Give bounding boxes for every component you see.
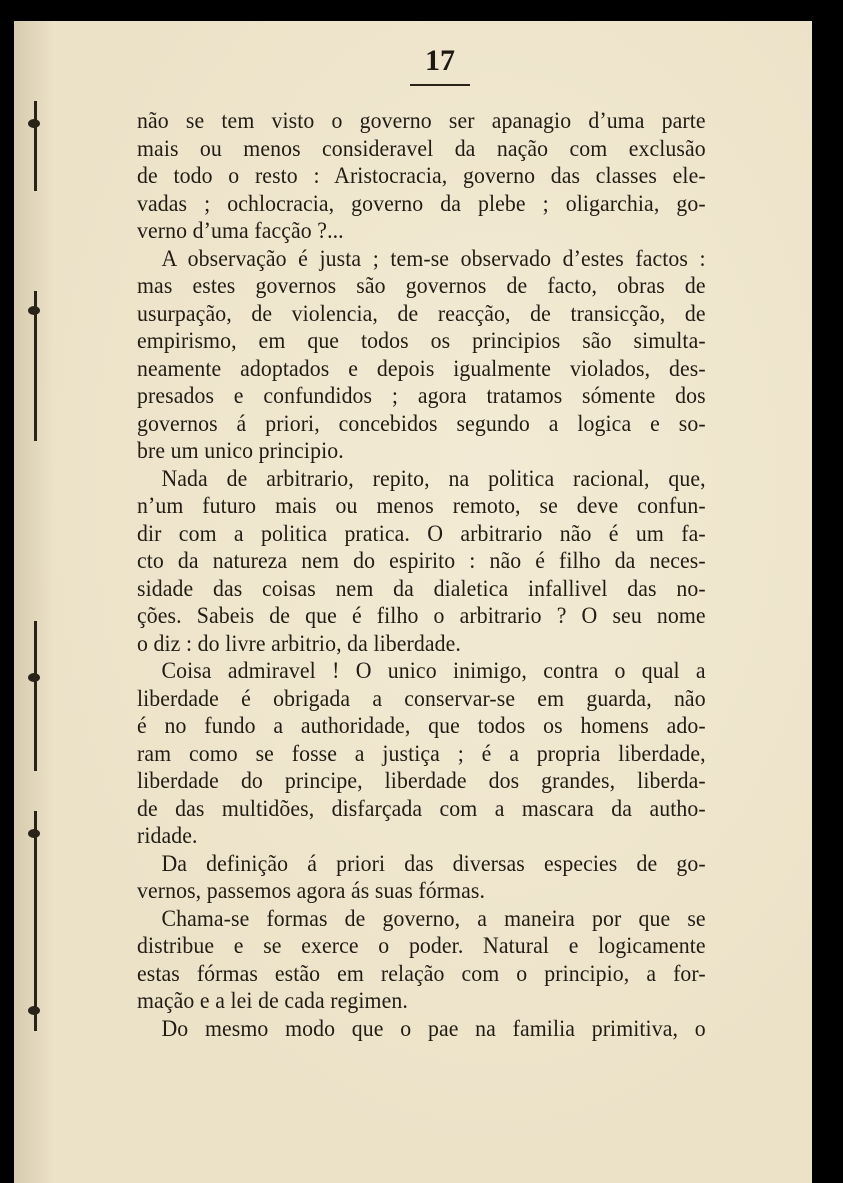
text-line: cto da natureza nem do espirito : não é filho da neces- [137,548,706,574]
text-line: neamente adoptados e depois igualmente violados, des- [137,355,706,382]
text-line: mais ou menos consideravel da nação com exclusão [137,135,706,162]
text-line: vadas ; ochlocracia, governo da plebe ; oligarchia, go- [137,190,706,217]
text-line: n’um futuro mais ou menos remoto, se deve confun- [137,493,706,519]
paragraph-start-line: Chama-se formas de governo, a maneira por que se [161,905,706,932]
page-number-rule [410,84,470,86]
body-text [137,108,706,1043]
text-line: distribue e se exerce o poder. Natural e logicamente [137,933,706,959]
text-line: empirismo, em que todos os principios são simulta- [137,328,706,354]
paragraph-start-line: Da definição á priori das diversas especies de go- [161,850,706,877]
binding-knot [28,119,40,128]
text-line: bre um unico principio. [137,438,344,464]
paragraph-start-line: Do mesmo modo que o pae na familia primitiva, o [161,1015,706,1042]
paragraph-start-line: Nada de arbitrario, repito, na politica racional, que, [161,465,706,492]
text-line: não se tem visto o governo ser apanagio d’uma parte [137,108,706,134]
text-line: liberdade é obrigada a conservar-se em guarda, não [137,685,706,712]
text-line: o diz : do livre arbitrio, da liberdade. [137,630,461,657]
text-line: é no fundo a authoridade, que todos os homens ado- [137,713,706,739]
scan-border [812,21,843,1183]
binding-thread [34,101,37,191]
text-line: ções. Sabeis de que é filho o arbitrario ? O seu nome [137,603,706,629]
text-line: vernos, passemos agora ás suas fórmas. [137,878,485,904]
binding-thread [34,621,37,771]
text-line: verno d’uma facção ?... [137,218,344,244]
text-line: estas fórmas estão em relação com o principio, a for- [137,960,706,987]
binding-knot [28,1006,40,1015]
binding-thread [34,811,37,1031]
page-number: 17 [425,44,455,77]
paragraph-start-line: A observação é justa ; tem-se observado d’estes factos : [161,245,706,272]
text-line: usurpação, de violencia, de reacção, de transicção, de [137,300,706,327]
text-line: ram como se fosse a justiça ; é a propria liberdade, [137,740,706,767]
binding-stitches [14,21,44,1183]
text-line: liberdade do principe, liberdade dos grandes, liberda- [137,768,706,794]
binding-knot [28,306,40,315]
text-line: sidade das coisas nem da dialetica infallivel das no- [137,575,706,602]
text-line: presados e confundidos ; agora tratamos sómente dos [137,383,706,409]
text-line: mas estes governos são governos de facto, obras de [137,273,706,299]
text-line: mação e a lei de cada regimen. [137,988,408,1014]
text-line: de todo o resto : Aristocracia, governo das classes ele- [137,163,706,189]
paragraph-start-line: Coisa admiravel ! O unico inimigo, contra o qual a [161,658,706,684]
text-line: de das multidões, disfarçada com a mascara da autho- [137,795,706,822]
binding-knot [28,829,40,838]
text-line: ridade. [137,823,198,849]
text-line: dir com a politica pratica. O arbitrario não é um fa- [137,520,706,547]
binding-knot [28,673,40,682]
text-line: governos á priori, concebidos segundo a logica e so- [137,410,706,437]
